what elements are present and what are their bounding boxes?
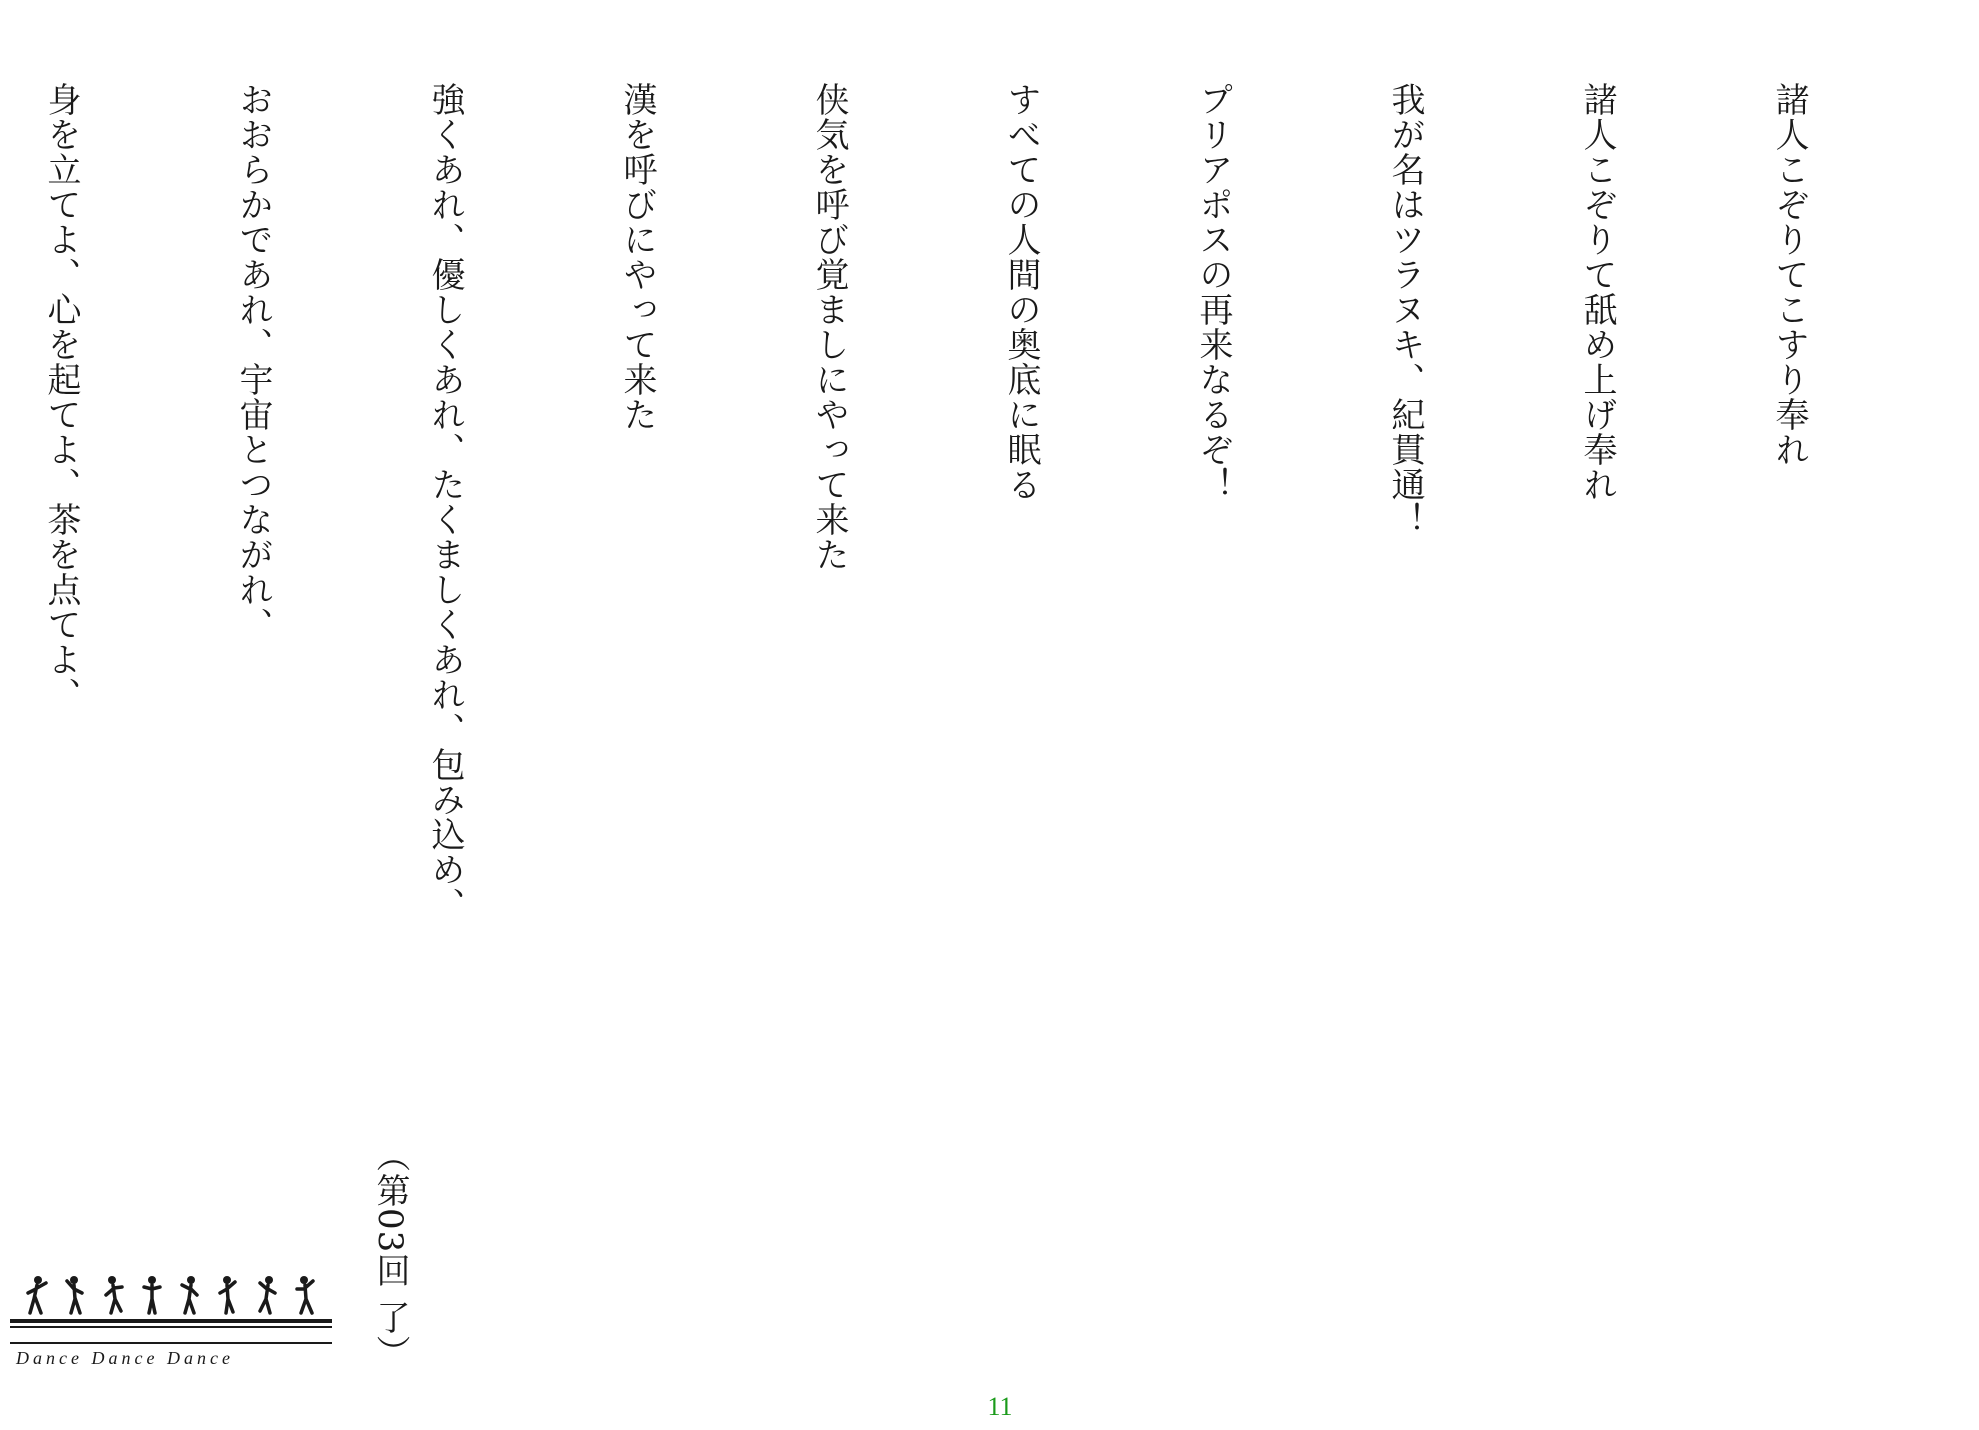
text-line: 強くあれ、優しくあれ、たくましくあれ、包み込め、	[425, 82, 465, 922]
dancer-icon	[294, 1275, 316, 1315]
page-number: 11	[987, 1392, 1013, 1421]
text-line: 漢を呼びにやって来た	[617, 82, 657, 432]
dancer-icon	[103, 1275, 125, 1315]
divider	[10, 1319, 332, 1323]
text-line: プリアポスの再来なるぞ！	[1193, 82, 1233, 502]
dancer-icon	[256, 1275, 278, 1315]
text-line: 侠気を呼び覚ましにやって来た	[809, 82, 849, 572]
logo-caption: Dance Dance Dance	[16, 1348, 234, 1368]
dancer-icon	[141, 1275, 163, 1315]
text-line: おおらかであれ、宇宙とつながれ、	[233, 82, 273, 642]
text-line: 身を立てよ、心を起てよ、茶を点てよ、	[41, 82, 81, 712]
text-line: すべての人間の奥底に眠る	[1001, 82, 1041, 502]
closing-note: （第03回 了）	[370, 1137, 410, 1370]
dance-logo	[10, 1265, 332, 1368]
text-line: 我が名はツラヌキ、紀貫通！	[1385, 82, 1425, 537]
dancer-icon	[179, 1275, 201, 1315]
text-line: 諸人こぞりてこすり奉れ	[1769, 82, 1809, 467]
divider	[10, 1342, 332, 1344]
logo-rules	[10, 1319, 332, 1344]
dancer-icon	[26, 1275, 48, 1315]
dancer-icon	[217, 1275, 239, 1315]
dancer-icon	[64, 1275, 86, 1315]
divider	[10, 1326, 332, 1328]
dancer-figures	[10, 1265, 332, 1315]
text-line: 諸人こぞりて舐め上げ奉れ	[1577, 82, 1617, 502]
body-text	[0, 82, 1949, 1372]
